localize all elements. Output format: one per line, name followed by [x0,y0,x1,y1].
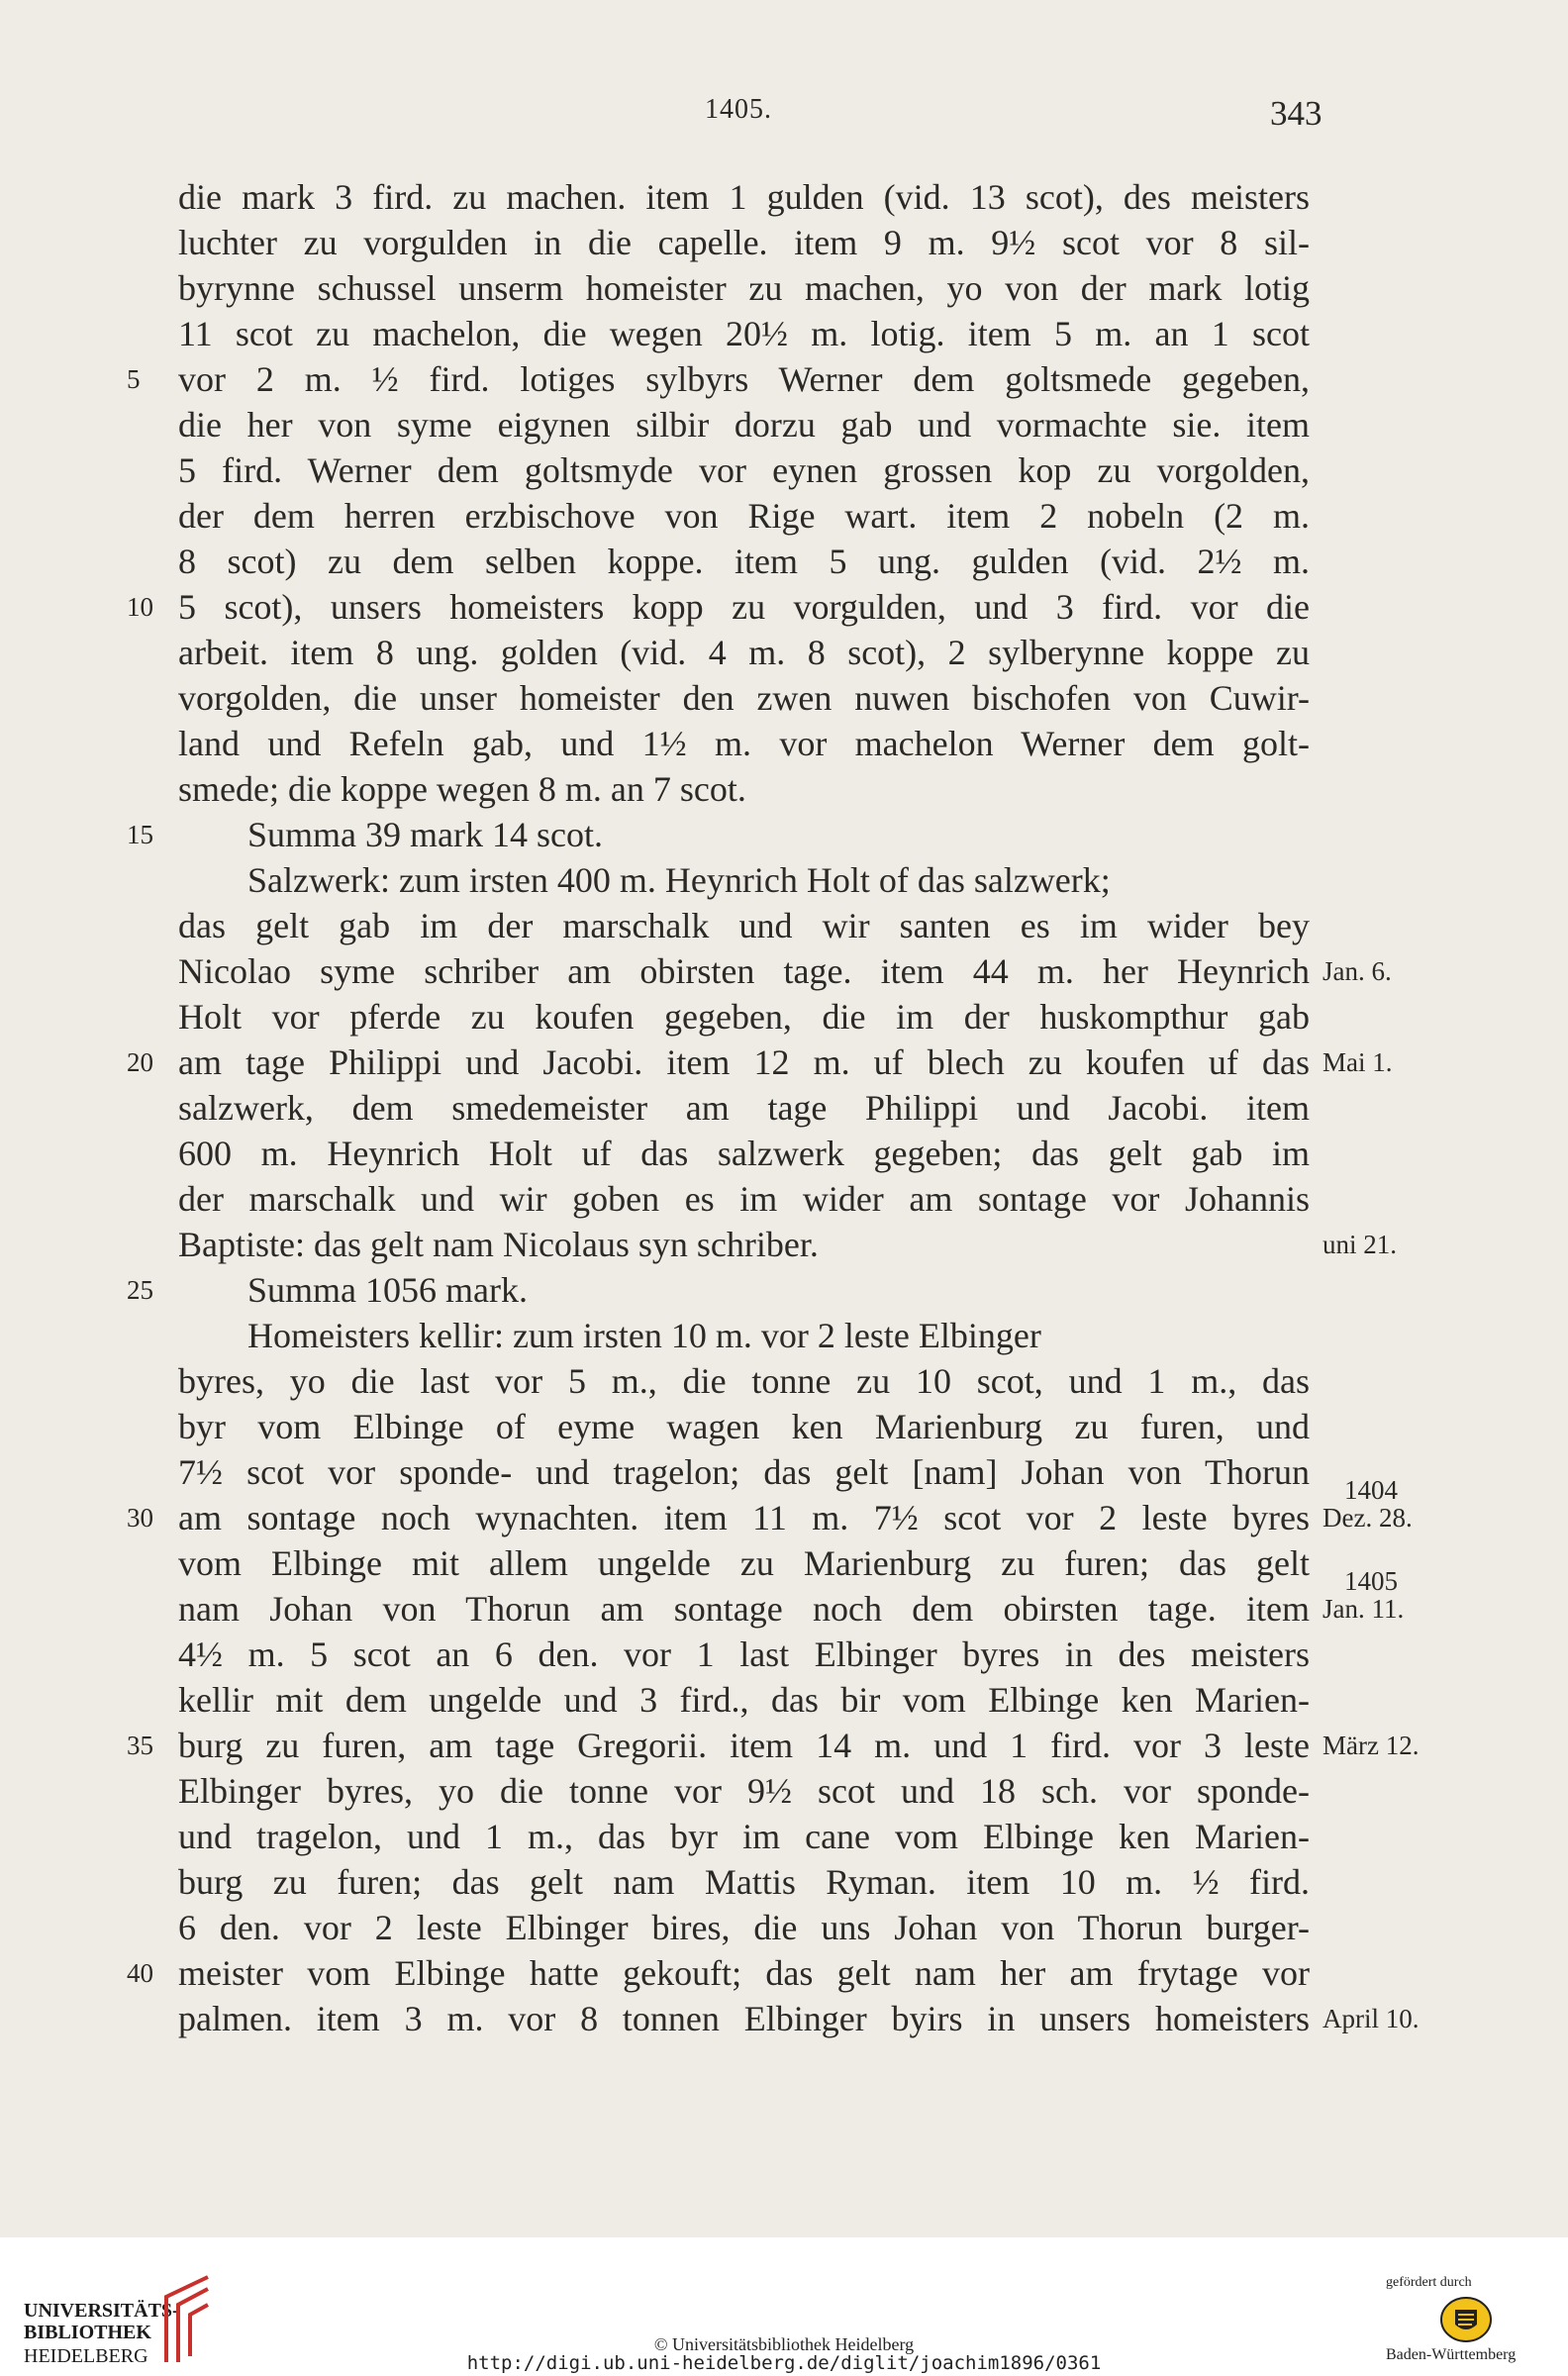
text-line [0,1313,1568,1358]
line-text: 11 scot zu machelon, die wegen 20½ m. lotig. item 5 m. an 1 scot [178,314,1310,353]
text-line [0,1814,1568,1859]
line-number: 5 [127,364,141,394]
text-line [0,857,1568,903]
text-line [0,812,1568,857]
margin-date-note: Jan. 6. [1323,956,1392,986]
line-text: vom Elbinge mit allem ungelde zu Marienburg zu furen; das gelt [178,1543,1310,1583]
margin-year-note: 1405 [1344,1566,1398,1596]
text-line [0,1632,1568,1677]
text-line [0,994,1568,1040]
text-line [0,1131,1568,1176]
line-number: 20 [127,1047,153,1077]
text-line [0,402,1568,447]
line-text: die her von syme eigynen silbir dorzu gab und vormachte sie. item [178,405,1310,445]
text-line [0,1540,1568,1586]
line-text: die mark 3 fird. zu machen. item 1 gulden (vid. 13 scot), des meisters [178,177,1310,217]
line-text: das gelt gab im der marschalk und wir santen es im wider bey [178,906,1310,945]
text-line [0,1859,1568,1905]
line-text: Summa 1056 mark. [247,1270,528,1310]
running-head-year: 1405. [705,94,772,125]
copyright-text: © Universitätsbibliothek Heidelberg [653,2334,915,2354]
text-line [0,493,1568,539]
line-number: 25 [127,1275,153,1305]
text-line [0,1996,1568,2041]
line-text: kellir mit dem ungelde und 3 fird., das bir vom Elbinge ken Marien- [178,1680,1310,1720]
text-line [0,311,1568,356]
text-line [0,1358,1568,1404]
line-text: Elbinger byres, yo die tonne vor 9½ scot und 18 sch. vor sponde- [178,1771,1310,1811]
line-number: 10 [127,592,153,622]
funder-name: Baden-Württemberg [1386,2346,1517,2363]
line-text: der dem herren erzbischove von Rige wart. item 2 nobeln (2 m. [178,496,1310,536]
line-text: und tragelon, und 1 m., das byr im cane vom Elbinge ken Marien- [178,1817,1310,1856]
line-text: 5 fird. Werner dem goltsmyde vor eynen grossen kop zu vorgolden, [178,450,1310,490]
funded-by-label: gefördert durch [1386,2275,1472,2290]
line-text: der marschalk und wir goben es im wider am sontage vor Johannis [178,1179,1310,1219]
line-text: Salzwerk: zum irsten 400 m. Heynrich Holt of das salzwerk; [247,860,1111,900]
text-line [0,220,1568,265]
line-text: Holt vor pferde zu koufen gegeben, die im der huskompthur gab [178,997,1310,1037]
line-text: 6 den. vor 2 leste Elbinger bires, die uns Johan von Thorun burger- [178,1908,1310,1947]
line-text: Summa 39 mark 14 scot. [247,815,603,854]
text-line [0,630,1568,675]
line-number: 40 [127,1958,153,1988]
text-line [0,584,1568,630]
text-line [0,1085,1568,1131]
line-text: luchter zu vorgulden in die capelle. item 9 m. 9½ scot vor 8 sil- [178,223,1310,262]
line-text: palmen. item 3 m. vor 8 tonnen Elbinger byirs in unsers homeisters [178,1999,1310,2038]
text-line [0,1267,1568,1313]
text-line [0,1723,1568,1768]
line-text: vorgolden, die unser homeister den zwen nuwen bischofen von Cuwir- [178,678,1310,718]
text-line [0,1475,1568,1540]
text-line [0,1768,1568,1814]
line-text: meister vom Elbinge hatte gekouft; das gelt nam her am frytage vor [178,1953,1310,1993]
text-line [0,447,1568,493]
source-url-link[interactable]: http://digi.ub.uni-heidelberg.de/diglit/joachim1896/0361 [466,2352,1102,2374]
line-text: byrynne schussel unserm homeister zu machen, yo von der mark lotig [178,268,1310,308]
line-text: am sontage noch wynachten. item 11 m. 7½ scot vor 2 leste byres [178,1498,1310,1537]
text-line [0,1449,1568,1495]
text-line [0,1905,1568,1950]
line-text: 8 scot) zu dem selben koppe. item 5 ung. gulden (vid. 2½ m. [178,542,1310,581]
line-text: burg zu furen; das gelt nam Mattis Ryman. item 10 m. ½ fird. [178,1862,1310,1902]
line-text: nam Johan von Thorun am sontage noch dem obirsten tage. item [178,1589,1310,1629]
margin-date-note: März 12. [1323,1731,1420,1760]
baden-wuerttemberg-crest-icon [1439,2295,1493,2344]
text-line [0,539,1568,584]
margin-date-note: Mai 1. [1323,1047,1393,1077]
margin-year-note: 1404 [1344,1475,1398,1505]
page-number: 343 [1270,94,1323,133]
line-text: vor 2 m. ½ fird. lotiges sylbyrs Werner dem goltsmede gegeben, [178,359,1310,399]
margin-date-note: Jan. 11. [1323,1594,1405,1624]
text-line [0,766,1568,812]
text-line [0,1950,1568,1996]
margin-date-note: uni 21. [1323,1230,1398,1259]
text-line [0,1176,1568,1222]
margin-date-note: Dez. 28. [1323,1503,1413,1533]
line-text: burg zu furen, am tage Gregorii. item 14 m. und 1 fird. vor 3 leste [178,1726,1310,1765]
line-text: smede; die koppe wegen 8 m. an 7 scot. [178,769,746,809]
library-city: HEIDELBERG [24,2345,148,2367]
line-text: 4½ m. 5 scot an 6 den. vor 1 last Elbinger byres in des meisters [178,1634,1310,1674]
text-line [0,675,1568,721]
line-text: Nicolao syme schriber am obirsten tage. item 44 m. her Heynrich [178,951,1310,991]
line-text: 5 scot), unsers homeisters kopp zu vorgulden, und 3 fird. vor die [178,587,1310,627]
text-line [0,721,1568,766]
text-line [0,903,1568,948]
line-text: am tage Philippi und Jacobi. item 12 m. uf blech zu koufen uf das [178,1042,1310,1082]
text-body [0,174,1568,2041]
margin-date-note: April 10. [1323,2004,1420,2033]
text-line [0,174,1568,220]
line-text: 600 m. Heynrich Holt uf das salzwerk gegeben; das gelt gab im [178,1134,1310,1173]
line-text: salzwerk, dem smedemeister am tage Philippi und Jacobi. item [178,1088,1310,1128]
line-text: land und Refeln gab, und 1½ m. vor machelon Werner dem golt- [178,724,1310,763]
text-line [0,1566,1568,1632]
text-line [0,1677,1568,1723]
line-text: Baptiste: das gelt nam Nicolaus syn schriber. [178,1225,819,1264]
line-number: 35 [127,1731,153,1760]
text-line [0,1040,1568,1085]
text-line [0,948,1568,994]
line-text: byres, yo die last vor 5 m., die tonne zu 10 scot, und 1 m., das [178,1361,1310,1401]
line-number: 30 [127,1503,153,1533]
line-text: byr vom Elbinge of eyme wagen ken Marienburg zu furen, und [178,1407,1310,1446]
library-name: UNIVERSITÄTS- BIBLIOTHEK [24,2300,179,2343]
text-line [0,356,1568,402]
text-line [0,1222,1568,1267]
line-text: Homeisters kellir: zum irsten 10 m. vor 2 leste Elbinger [247,1316,1041,1355]
text-line [0,1404,1568,1449]
line-number: 15 [127,820,153,849]
line-text: 7½ scot vor sponde- und tragelon; das gelt [nam] Johan von Thorun [178,1452,1310,1492]
text-line [0,265,1568,311]
line-text: arbeit. item 8 ung. golden (vid. 4 m. 8 scot), 2 sylberynne koppe zu [178,633,1310,672]
